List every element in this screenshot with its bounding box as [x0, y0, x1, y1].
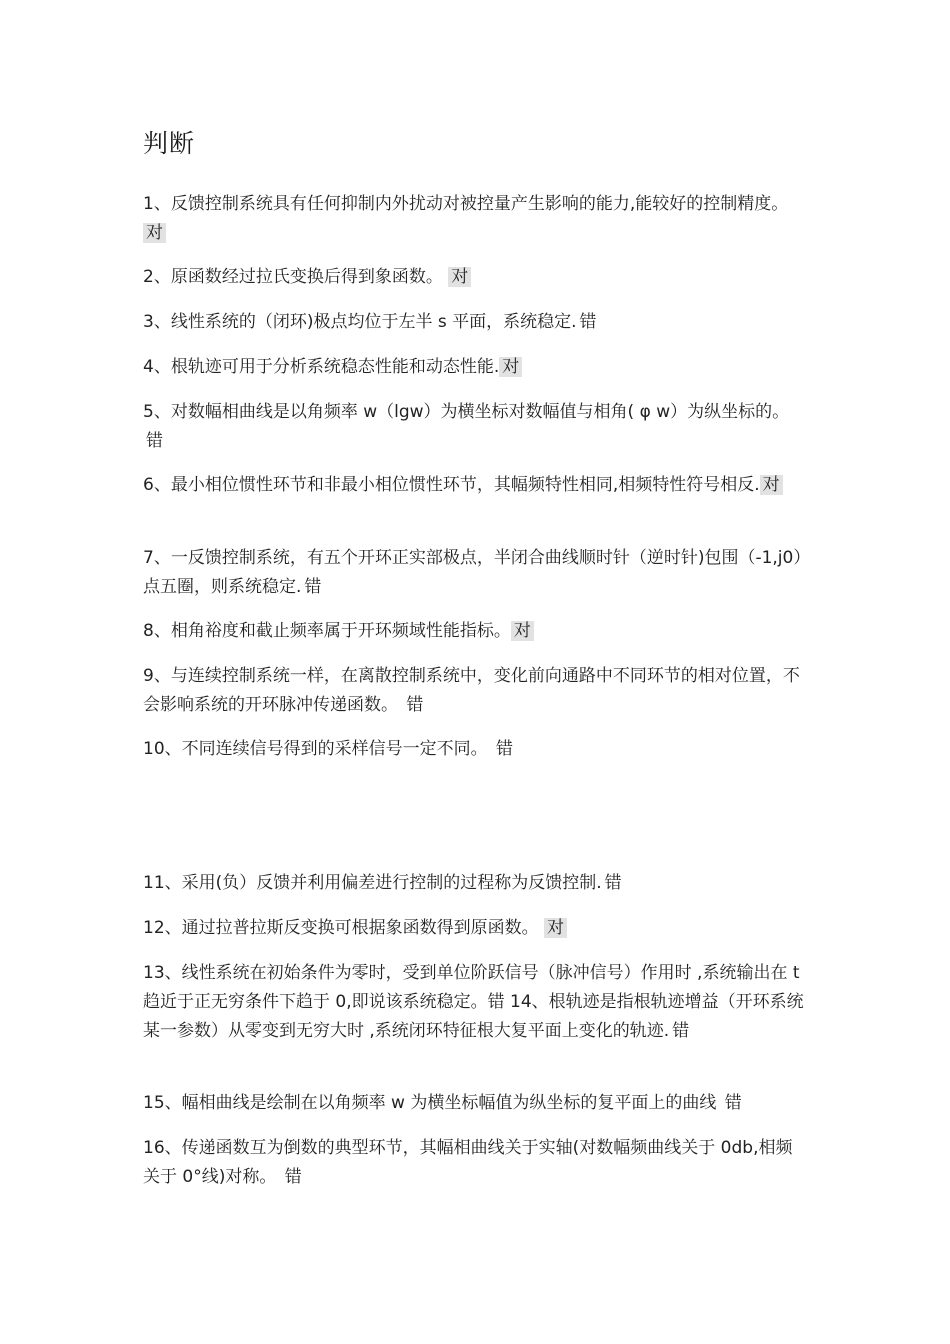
answer-badge: 对 — [448, 267, 471, 287]
question-text: 5、对数幅相曲线是以角频率 w（lgw）为横坐标对数幅值与相角( φ w）为纵坐标的。 — [143, 402, 790, 422]
question-text: 3、线性系统的（闭环)极点均位于左半 s 平面，系统稳定. — [143, 312, 577, 332]
question-16 — [143, 1134, 808, 1192]
question-6 — [143, 471, 808, 500]
page-title: 判断 — [143, 129, 196, 158]
answer-badge: 错 — [672, 1021, 690, 1041]
answer-badge: 对 — [511, 621, 534, 641]
answer-badge: 对 — [760, 475, 783, 495]
question-text: 12、通过拉普拉斯反变换可根据象函数得到原函数。 — [143, 918, 545, 938]
question-1 — [143, 190, 808, 248]
question-10 — [143, 735, 808, 764]
question-text: 4、根轨迹可用于分析系统稳态性能和动态性能. — [143, 357, 500, 377]
question-15 — [143, 1089, 808, 1118]
question-7 — [143, 544, 808, 602]
question-2 — [143, 263, 808, 292]
question-text: 10、不同连续信号得到的采样信号一定不同。 — [143, 739, 494, 759]
question-5 — [143, 398, 808, 456]
answer-badge: 错 — [496, 739, 514, 759]
question-text: 2、原函数经过拉氏变换后得到象函数。 — [143, 267, 449, 287]
answer-badge: 错 — [604, 873, 622, 893]
question-text: 1、反馈控制系统具有任何抑制内外扰动对被控量产生影响的能力,能较好的控制精度。 — [143, 194, 789, 214]
question-9 — [143, 662, 808, 720]
answer-badge: 错 — [579, 312, 597, 332]
answer-badge: 对 — [499, 357, 522, 377]
question-text: 7、一反馈控制系统，有五个开环正实部极点，半闭合曲线顺时针（逆时针)包围（-1,j0）点五圈，则系统稳定. — [143, 548, 802, 597]
question-12 — [143, 914, 808, 943]
question-11 — [143, 869, 808, 898]
answer-badge: 错 — [304, 577, 322, 597]
answer-badge: 对 — [143, 223, 166, 243]
question-3 — [143, 308, 808, 337]
question-text: 8、相角裕度和截止频率属于开环频域性能指标。 — [143, 621, 511, 641]
question-8 — [143, 617, 808, 646]
question-text: 9、与连续控制系统一样，在离散控制系统中，变化前向通路中不同环节的相对位置，不会影响系统的开环脉冲传递函数。 — [143, 666, 800, 715]
answer-badge: 错 — [284, 1167, 302, 1187]
question-text: 11、采用(负）反馈并利用偏差进行控制的过程称为反馈控制. — [143, 873, 602, 893]
question-4 — [143, 353, 808, 382]
answer-badge: 错 — [146, 431, 163, 451]
answer-badge: 对 — [544, 918, 567, 938]
question-text: 13、线性系统在初始条件为零时，受到单位阶跃信号（脉冲信号）作用时 ,系统输出在 t 趋近于正无穷条件下趋于 0,即说该系统稳定。错 14、根轨迹是指根轨迹增益（开环系统某一参数）从零变到无穷大时 ,系统闭环特征根大复平面上变化的轨迹. — [143, 963, 804, 1041]
question-text: 16、传递函数互为倒数的典型环节，其幅相曲线关于实轴(对数幅频曲线关于 0db,相频关于 0°线)对称。 — [143, 1138, 793, 1187]
question-13-14 — [143, 959, 808, 1046]
question-text: 6、最小相位惯性环节和非最小相位惯性环节，其幅频特性相同,相频特性符号相反. — [143, 475, 760, 495]
answer-badge: 错 — [724, 1093, 742, 1113]
question-text: 15、幅相曲线是绘制在以角频率 w 为横坐标幅值为纵坐标的复平面上的曲线 — [143, 1093, 722, 1113]
answer-badge: 错 — [406, 695, 424, 715]
